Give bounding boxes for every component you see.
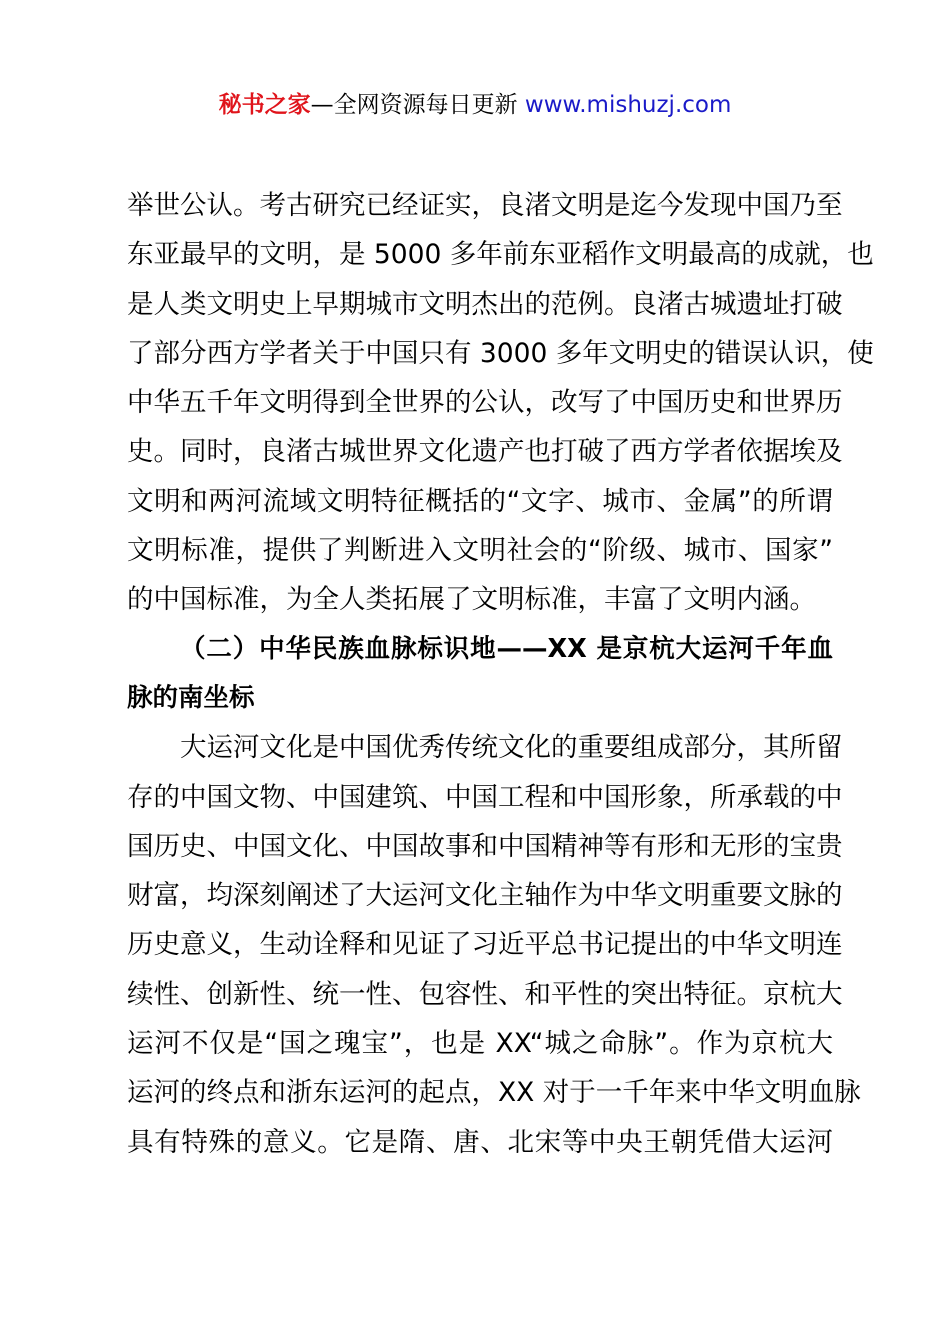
body-line: 历史意义，生动诠释和见证了习近平总书记提出的中华文明连 — [127, 929, 843, 961]
body-line: 国历史、中国文化、中国故事和中国精神等有形和无形的宝贵 — [127, 830, 843, 862]
section-heading: （二）中华民族血脉标识地——XX 是京杭大运河千年血 — [180, 633, 833, 664]
body-line: 中华五千年文明得到全世界的公认，改写了中国历史和世界历 — [127, 387, 843, 419]
body-line: 举世公认。考古研究已经证实，良渚文明是迄今发现中国乃至 — [127, 190, 843, 221]
document-body — [127, 181, 874, 1167]
body-line: 大运河文化是中国优秀传统文化的重要组成部分，其所留 — [180, 732, 843, 764]
body-line: 运河的终点和浙东运河的起点，XX 对于一千年来中华文明血脉 — [127, 1077, 861, 1109]
body-line: 存的中国文物、中国建筑、中国工程和中国形象，所承载的中 — [127, 781, 843, 813]
body-line: 具有特殊的意义。它是隋、唐、北宋等中央王朝凭借大运河 — [127, 1126, 833, 1158]
body-line: 财富，均深刻阐述了大运河文化主轴作为中华文明重要文脉的 — [127, 880, 843, 912]
body-line: 的中国标准，为全人类拓展了文明标准，丰富了文明内涵。 — [127, 584, 816, 616]
site-brand: 秘书之家 — [218, 92, 311, 118]
body-line: 东亚最早的文明，是 5000 多年前东亚稻作文明最高的成就，也 — [127, 239, 874, 271]
page-header — [0, 88, 950, 122]
body-line: 续性、创新性、统一性、包容性、和平性的突出特征。京杭大 — [127, 978, 843, 1010]
section-heading: 脉的南坐标 — [127, 682, 255, 713]
body-line: 史。同时，良渚古城世界文化遗产也打破了西方学者依据埃及 — [127, 436, 843, 468]
body-line: 是人类文明史上早期城市文明杰出的范例。良渚古城遗址打破 — [127, 288, 843, 320]
site-tagline: —全网资源每日更新 — [310, 92, 525, 118]
body-line: 运河不仅是“国之瑰宝”，也是 XX“城之命脉”。作为京杭大 — [127, 1028, 833, 1060]
site-url[interactable]: www.mishuzj.com — [524, 92, 732, 118]
body-line: 了部分西方学者关于中国只有 3000 多年文明史的错误认识，使 — [127, 337, 874, 369]
body-line: 文明标准，提供了判断进入文明社会的“阶级、城市、国家” — [127, 535, 833, 567]
body-line: 文明和两河流域文明特征概括的“文字、城市、金属”的所谓 — [127, 485, 833, 517]
